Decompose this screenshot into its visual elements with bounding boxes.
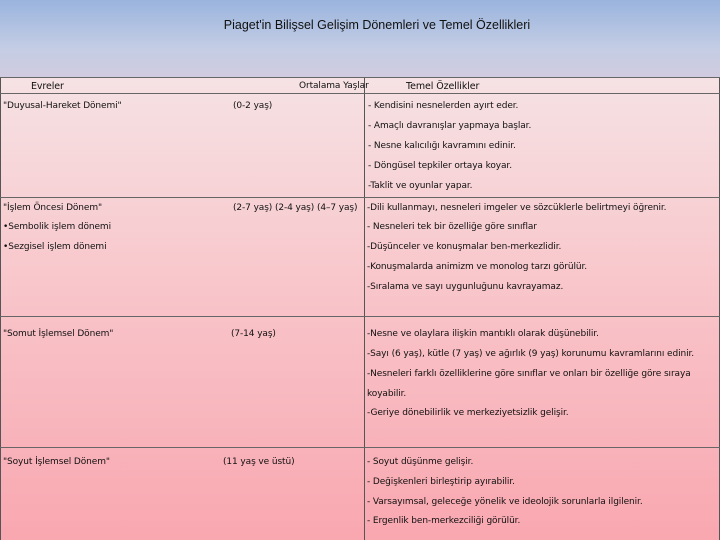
stage-age: (2-7 yaş) (2-4 yaş) (4–7 yaş) [233, 203, 358, 213]
feature-item: - Nesne kalıcılığı kavramını edinir. [368, 141, 516, 151]
header-evreler: Evreler [31, 81, 64, 92]
table-top-border [0, 77, 720, 78]
page-title: Piaget'in Bilişsel Gelişim Dönemleri ve Temel Özellikleri [223, 18, 531, 32]
feature-item: - Ergenlik ben-merkezciliği görülür. [367, 516, 521, 526]
feature-item: - Kendisini nesnelerden ayırt eder. [368, 101, 519, 111]
feature-item: -Nesneleri farklı özelliklerine göre sınıflar ve onları bir özelliğe göre sıraya [367, 369, 691, 379]
header-divider [0, 93, 720, 94]
feature-item: -Nesne ve olaylara ilişkin mantıklı olarak düşünebilir. [367, 329, 599, 339]
feature-item: -Sıralama ve sayı uygunluğunu kavrayamaz. [367, 282, 564, 292]
feature-item: - Soyut düşünme gelişir. [367, 457, 474, 467]
feature-item: - Değişkenleri birleştirip ayırabilir. [367, 477, 515, 487]
header-ortalama-yaslar: Ortalama Yaşlar [299, 81, 369, 91]
feature-item: -Konuşmalarda animizm ve monolog tarzı görülür. [367, 262, 588, 272]
stage-age: (11 yaş ve üstü) [223, 457, 295, 467]
stage-substage: •Sezgisel işlem dönemi [3, 242, 107, 252]
feature-item: -Dili kullanmayı, nesneleri imgeler ve sözcüklerle belirtmeyi öğrenir. [367, 203, 667, 213]
header-temel-ozellikler: Temel Özellikler [406, 81, 480, 92]
stage-name: "İşlem Öncesi Dönem" [3, 203, 103, 213]
feature-item: - Varsayımsal, geleceğe yönelik ve ideolojik sorunlarla ilgilenir. [367, 497, 643, 507]
feature-item: -Düşünceler ve konuşmalar ben-merkezlidir. [367, 242, 562, 252]
feature-item: -Taklit ve oyunlar yapar. [368, 181, 473, 191]
row-divider [0, 316, 720, 317]
feature-item: - Nesneleri tek bir özelliğe göre sınıflar [367, 222, 537, 232]
feature-item: - Amaçlı davranışlar yapmaya başlar. [368, 121, 532, 131]
column-divider [0, 77, 1, 540]
stage-substage: •Sembolik işlem dönemi [3, 222, 112, 232]
stage-age: (7-14 yaş) [231, 329, 276, 339]
row-divider [0, 197, 720, 198]
column-divider [364, 77, 365, 540]
feature-item: -Geriye dönebilirlik ve merkeziyetsizlik gelişir. [367, 408, 569, 418]
stages-table [0, 77, 720, 540]
stage-age: (0-2 yaş) [233, 101, 273, 111]
feature-item: -Sayı (6 yaş), kütle (7 yaş) ve ağırlık (9 yaş) korunumu kavramlarını edinir. [367, 349, 695, 359]
stage-name: "Somut İşlemsel Dönem" [3, 329, 114, 339]
stage-name: "Soyut İşlemsel Dönem" [3, 457, 110, 467]
stage-name: "Duyusal-Hareket Dönemi" [3, 101, 122, 111]
row-divider [0, 447, 720, 448]
feature-item: - Döngüsel tepkiler ortaya koyar. [368, 161, 512, 171]
feature-item: koyabilir. [367, 389, 407, 399]
